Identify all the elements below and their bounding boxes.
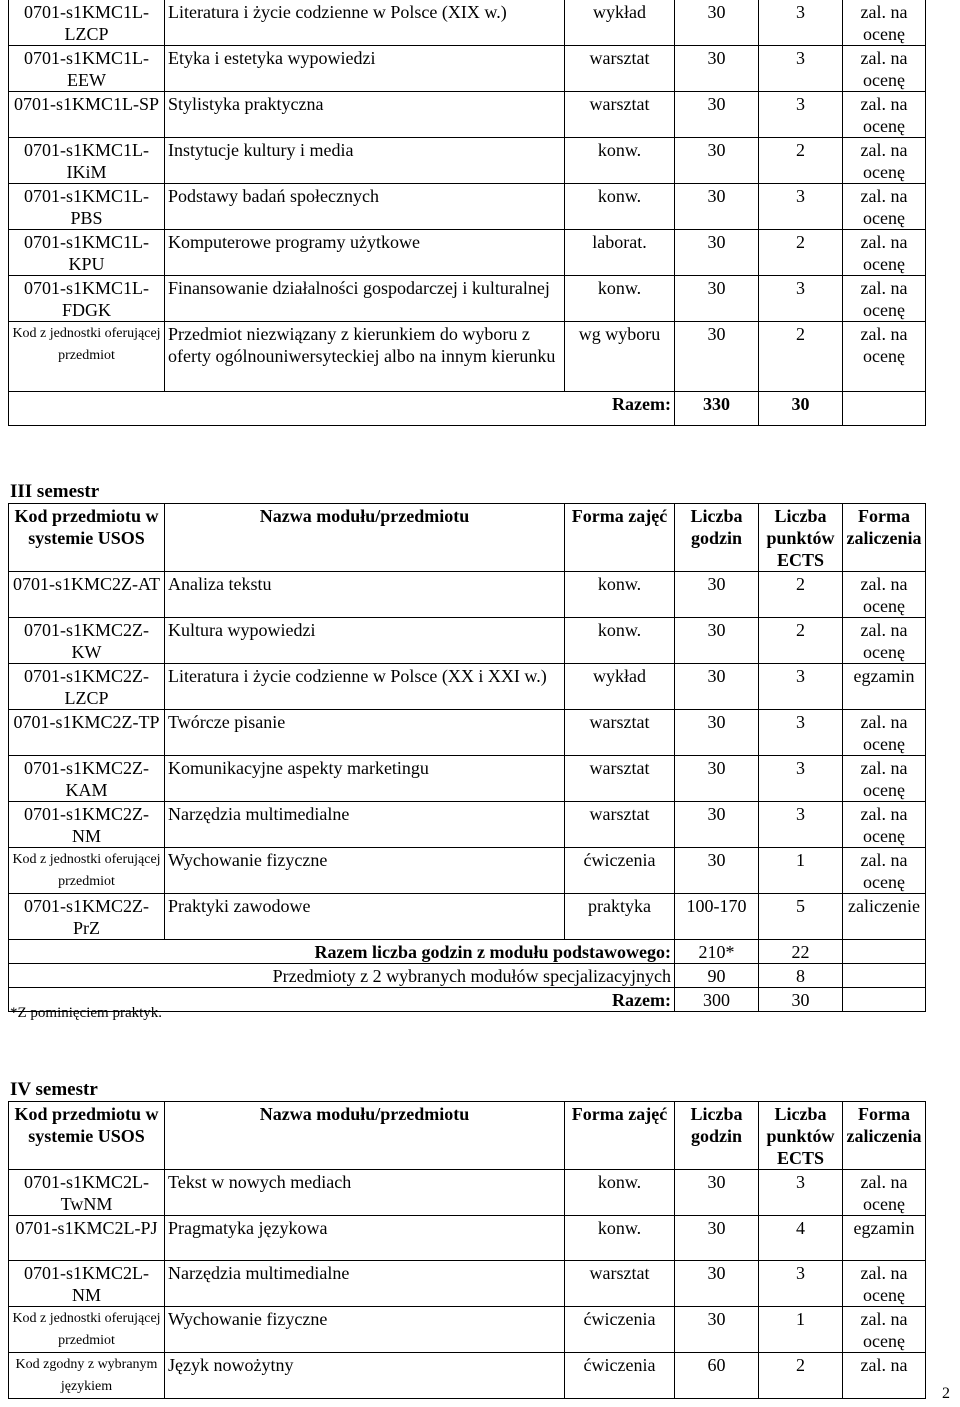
course-assessment: zal. na ocenę (843, 802, 926, 848)
course-code: 0701-s1KMC2Z-LZCP (9, 664, 165, 710)
table-row (9, 46, 926, 92)
course-ects: 3 (759, 92, 843, 138)
table-row (9, 1261, 926, 1307)
table-header-row (9, 1102, 926, 1170)
course-ects: 3 (759, 184, 843, 230)
course-ects: 3 (759, 276, 843, 322)
course-ects: 1 (759, 1307, 843, 1353)
course-code: 0701-s1KMC2Z-PrZ (9, 894, 165, 940)
course-form: warsztat (565, 1261, 675, 1307)
course-name: Literatura i życie codzienne w Polsce (XX i XXI w.) (165, 664, 565, 710)
course-form: warsztat (565, 756, 675, 802)
course-form: ćwiczenia (565, 1307, 675, 1353)
course-name: Przedmiot niezwiązany z kierunkiem do wyboru z oferty ogólnouniwersyteckiej albo na innym kierunku (165, 322, 565, 392)
table-row (9, 802, 926, 848)
course-form: konw. (565, 138, 675, 184)
course-ects: 4 (759, 1216, 843, 1261)
table-row (9, 276, 926, 322)
header-hours: Liczba godzin (675, 504, 759, 572)
course-assessment: zal. na ocenę (843, 1307, 926, 1353)
header-name: Nazwa modułu/przedmiotu (165, 1102, 565, 1170)
table-row (9, 848, 926, 894)
course-assessment: zal. na ocenę (843, 848, 926, 894)
summary-row (9, 940, 926, 964)
course-form: wykład (565, 0, 675, 46)
course-name: Literatura i życie codzienne w Polsce (XIX w.) (165, 0, 565, 46)
header-hours: Liczba godzin (675, 1102, 759, 1170)
course-hours: 30 (675, 1261, 759, 1307)
table-row (9, 618, 926, 664)
course-assessment: egzamin (843, 664, 926, 710)
course-hours: 30 (675, 664, 759, 710)
course-ects: 3 (759, 1261, 843, 1307)
course-form: wykład (565, 664, 675, 710)
course-code: 0701-s1KMC1L-LZCP (9, 0, 165, 46)
table-row (9, 664, 926, 710)
summary-row (9, 392, 926, 426)
summary-label: Razem: (9, 392, 675, 426)
course-ects: 2 (759, 618, 843, 664)
header-ects: Liczba punktów ECTS (759, 1102, 843, 1170)
course-code: 0701-s1KMC2L-NM (9, 1261, 165, 1307)
course-code: 0701-s1KMC2Z-NM (9, 802, 165, 848)
course-ects: 2 (759, 322, 843, 392)
course-hours: 30 (675, 184, 759, 230)
course-code: 0701-s1KMC1L-IKiM (9, 138, 165, 184)
course-form: warsztat (565, 92, 675, 138)
table-row (9, 0, 926, 46)
course-hours: 60 (675, 1353, 759, 1399)
course-assessment: zal. na ocenę (843, 138, 926, 184)
course-ects: 2 (759, 230, 843, 276)
table-row (9, 756, 926, 802)
summary-label: Przedmioty z 2 wybranych modułów specjalizacyjnych (9, 964, 675, 988)
footnote: *Z pominięciem praktyk. (10, 1005, 163, 1021)
course-name: Stylistyka praktyczna (165, 92, 565, 138)
course-assessment: zal. na ocenę (843, 710, 926, 756)
course-ects: 5 (759, 894, 843, 940)
header-form: Forma zajęć (565, 504, 675, 572)
course-form: praktyka (565, 894, 675, 940)
course-ects: 3 (759, 710, 843, 756)
course-code: 0701-s1KMC1L-EEW (9, 46, 165, 92)
course-code: 0701-s1KMC1L-SP (9, 92, 165, 138)
course-hours: 30 (675, 230, 759, 276)
course-name: Komunikacyjne aspekty marketingu (165, 756, 565, 802)
course-form: konw. (565, 1216, 675, 1261)
course-hours: 30 (675, 1170, 759, 1216)
course-ects: 3 (759, 1170, 843, 1216)
course-name: Finansowanie działalności gospodarczej i kulturalnej (165, 276, 565, 322)
summary-ects: 30 (759, 392, 843, 426)
header-ects: Liczba punktów ECTS (759, 504, 843, 572)
semester-4-table (8, 1101, 926, 1399)
course-assessment: zal. na ocenę (843, 184, 926, 230)
course-ects: 3 (759, 0, 843, 46)
course-assessment: zal. na (843, 1353, 926, 1399)
summary-label: Razem: (9, 988, 675, 1012)
semester-3-table (8, 503, 926, 1012)
course-code: 0701-s1KMC2L-TwNM (9, 1170, 165, 1216)
course-name: Komputerowe programy użytkowe (165, 230, 565, 276)
summary-empty (843, 392, 926, 426)
course-code: 0701-s1KMC2Z-TP (9, 710, 165, 756)
course-name: Pragmatyka językowa (165, 1216, 565, 1261)
course-assessment: zal. na ocenę (843, 756, 926, 802)
table-row (9, 1216, 926, 1261)
course-form: konw. (565, 276, 675, 322)
course-name: Praktyki zawodowe (165, 894, 565, 940)
course-hours: 30 (675, 1307, 759, 1353)
table-row (9, 322, 926, 392)
course-code: 0701-s1KMC2Z-AT (9, 572, 165, 618)
course-form: wg wyboru (565, 322, 675, 392)
semester-4-title: IV semestr (10, 1079, 98, 1100)
course-hours: 30 (675, 572, 759, 618)
course-name: Wychowanie fizyczne (165, 848, 565, 894)
table-row (9, 184, 926, 230)
course-hours: 30 (675, 802, 759, 848)
summary-row (9, 964, 926, 988)
course-form: konw. (565, 572, 675, 618)
course-ects: 3 (759, 802, 843, 848)
table-row (9, 572, 926, 618)
course-assessment: zal. na ocenę (843, 572, 926, 618)
header-code: Kod przedmiotu w systemie USOS (9, 1102, 165, 1170)
table-row (9, 92, 926, 138)
course-ects: 3 (759, 664, 843, 710)
course-assessment: zal. na ocenę (843, 618, 926, 664)
course-code: 0701-s1KMC1L-PBS (9, 184, 165, 230)
course-code: 0701-s1KMC1L-FDGK (9, 276, 165, 322)
course-hours: 30 (675, 756, 759, 802)
course-form: ćwiczenia (565, 848, 675, 894)
course-hours: 30 (675, 276, 759, 322)
course-assessment: zal. na ocenę (843, 1261, 926, 1307)
course-code: Kod z jednostki oferującej przedmiot (9, 848, 165, 894)
course-name: Język nowożytny (165, 1353, 565, 1399)
table-row (9, 894, 926, 940)
course-name: Tekst w nowych mediach (165, 1170, 565, 1216)
course-ects: 2 (759, 138, 843, 184)
table-row (9, 1307, 926, 1353)
course-code: Kod zgodny z wybranym językiem (9, 1353, 165, 1399)
course-form: laborat. (565, 230, 675, 276)
course-code: 0701-s1KMC1L-KPU (9, 230, 165, 276)
course-assessment: zal. na ocenę (843, 0, 926, 46)
course-form: warsztat (565, 802, 675, 848)
course-form: warsztat (565, 710, 675, 756)
course-hours: 30 (675, 0, 759, 46)
summary-ects: 22 (759, 940, 843, 964)
course-name: Narzędzia multimedialne (165, 802, 565, 848)
course-code: 0701-s1KMC2Z-KW (9, 618, 165, 664)
course-assessment: zal. na ocenę (843, 92, 926, 138)
course-hours: 30 (675, 618, 759, 664)
table-row (9, 1170, 926, 1216)
course-name: Kultura wypowiedzi (165, 618, 565, 664)
summary-hours: 330 (675, 392, 759, 426)
course-name: Wychowanie fizyczne (165, 1307, 565, 1353)
summary-hours: 90 (675, 964, 759, 988)
course-name: Analiza tekstu (165, 572, 565, 618)
course-ects: 2 (759, 572, 843, 618)
course-assessment: egzamin (843, 1216, 926, 1261)
course-hours: 100-170 (675, 894, 759, 940)
course-hours: 30 (675, 92, 759, 138)
header-code: Kod przedmiotu w systemie USOS (9, 504, 165, 572)
course-assessment: zal. na ocenę (843, 276, 926, 322)
summary-ects: 30 (759, 988, 843, 1012)
course-hours: 30 (675, 710, 759, 756)
course-form: konw. (565, 618, 675, 664)
course-assessment: zaliczenie (843, 894, 926, 940)
header-zal: Forma zaliczenia (843, 504, 926, 572)
summary-hours: 300 (675, 988, 759, 1012)
summary-empty (843, 940, 926, 964)
course-name: Twórcze pisanie (165, 710, 565, 756)
course-hours: 30 (675, 46, 759, 92)
table-header-row (9, 504, 926, 572)
course-code: Kod z jednostki oferującej przedmiot (9, 322, 165, 392)
course-form: warsztat (565, 46, 675, 92)
course-form: konw. (565, 184, 675, 230)
course-assessment: zal. na ocenę (843, 46, 926, 92)
table-row (9, 1353, 926, 1399)
course-form: ćwiczenia (565, 1353, 675, 1399)
semester-2-table (8, 0, 926, 426)
course-hours: 30 (675, 322, 759, 392)
summary-empty (843, 964, 926, 988)
course-assessment: zal. na ocenę (843, 230, 926, 276)
course-assessment: zal. na ocenę (843, 322, 926, 392)
summary-label: Razem liczba godzin z modułu podstawowego: (9, 940, 675, 964)
table-row (9, 230, 926, 276)
course-name: Narzędzia multimedialne (165, 1261, 565, 1307)
course-ects: 3 (759, 46, 843, 92)
course-code: 0701-s1KMC2L-PJ (9, 1216, 165, 1261)
semester-3-title: III semestr (10, 481, 100, 502)
course-name: Etyka i estetyka wypowiedzi (165, 46, 565, 92)
header-form: Forma zajęć (565, 1102, 675, 1170)
course-ects: 1 (759, 848, 843, 894)
course-ects: 2 (759, 1353, 843, 1399)
course-hours: 30 (675, 1216, 759, 1261)
summary-hours: 210* (675, 940, 759, 964)
course-code: 0701-s1KMC2Z-KAM (9, 756, 165, 802)
course-hours: 30 (675, 138, 759, 184)
course-name: Podstawy badań społecznych (165, 184, 565, 230)
header-name: Nazwa modułu/przedmiotu (165, 504, 565, 572)
page-number: 2 (942, 1385, 950, 1402)
course-name: Instytucje kultury i media (165, 138, 565, 184)
course-code: Kod z jednostki oferującej przedmiot (9, 1307, 165, 1353)
summary-ects: 8 (759, 964, 843, 988)
summary-empty (843, 988, 926, 1012)
course-form: konw. (565, 1170, 675, 1216)
course-assessment: zal. na ocenę (843, 1170, 926, 1216)
header-zal: Forma zaliczenia (843, 1102, 926, 1170)
table-row (9, 710, 926, 756)
course-hours: 30 (675, 848, 759, 894)
course-ects: 3 (759, 756, 843, 802)
table-row (9, 138, 926, 184)
